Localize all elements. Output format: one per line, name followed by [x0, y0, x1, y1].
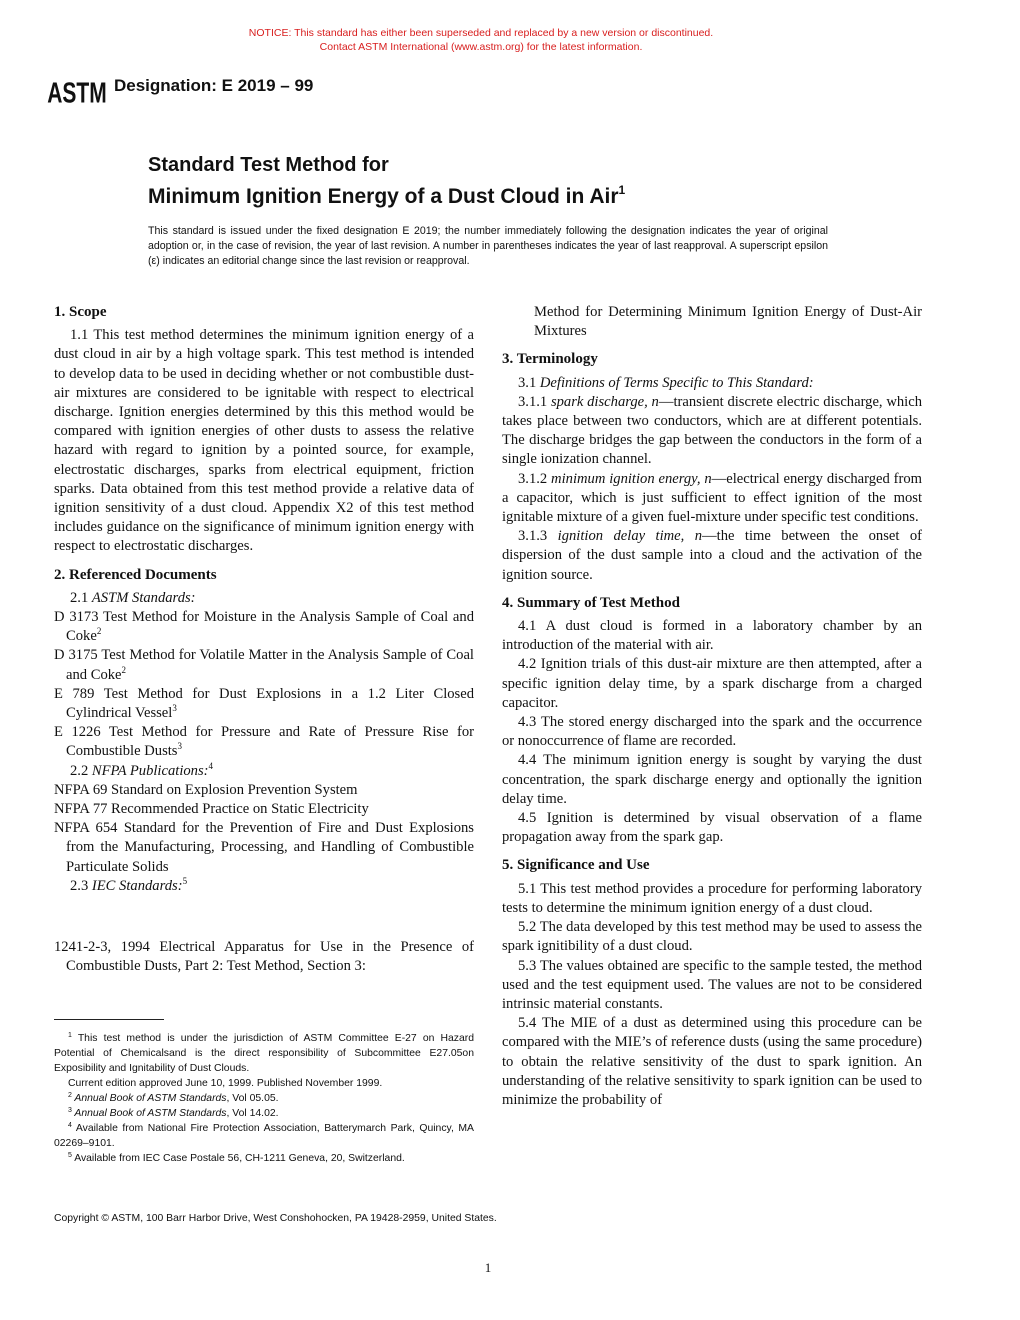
paragraph-4-2: 4.2 Ignition trials of this dust-air mixture are then attempted, after a specific ignition delay time, by a spark discharge from a charged capacitor.	[502, 656, 922, 711]
footnote-divider	[54, 1019, 164, 1020]
book-title: Annual Book of ASTM Standards	[71, 1093, 227, 1104]
paragraph-number: 2.2	[70, 762, 92, 779]
right-column	[502, 303, 922, 1110]
definition-text: —electrical energy discharged from a capacitor, which is just sufficient to effect ignition of the most ignitable mixture of a given fuel-mixture under specific test conditions.	[502, 470, 922, 526]
footnote-mark: 2	[68, 1092, 72, 1099]
footnote-5	[54, 1151, 474, 1166]
footnote-mark: 3	[68, 1107, 72, 1114]
paragraph-number: 3.1.3	[518, 528, 558, 545]
footnote-text: , Vol 05.05.	[226, 1093, 279, 1104]
issue-note: This standard is issued under the fixed designation E 2019; the number immediately following the designation indicates the year of original adoption or, in the case of revision, the year of last revision. A number in parentheses indicates the year of last reapproval. A superscript epsilon (ε) indicates an editorial change since the last revision or reapproval.	[148, 225, 828, 267]
reference-iec-continuation: Method for Determining Minimum Ignition Energy of Dust-Air Mixtures	[534, 304, 922, 340]
astm-logo-text: ASTM	[47, 77, 107, 110]
title-line-1: Standard Test Method for	[148, 154, 389, 176]
reference-d3173	[54, 608, 474, 646]
footnote-mark: 5	[182, 875, 188, 886]
footnote-text: This test method is under the jurisdiction of ASTM Committee E-27 on Hazard Potential of Chemicalsand is the direct responsibility of Subcommittee E27.05on Exposibility and Ignitability of Dust Clouds.	[54, 1033, 474, 1074]
designation: Designation: E 2019 – 99	[114, 76, 314, 95]
paragraph-3-1	[502, 374, 922, 393]
footnote-1	[54, 1031, 474, 1076]
reference-e1226	[54, 723, 474, 761]
defined-term: ignition delay time, n	[557, 528, 703, 545]
paragraph-5-4: 5.4 The MIE of a dust as determined using this procedure can be compared with the MIE’s of reference dusts (using the same procedure) to obtain the relative sensitivity of the dust to spark ignition. An understanding of the relative sensitivity to spark ignition can be used to minimize the probability of	[502, 1015, 922, 1108]
paragraph-4-3: 4.3 The stored energy discharged into the spark and the occurrence or nonoccurrence of flame are recorded.	[502, 714, 922, 750]
book-title: Annual Book of ASTM Standards	[71, 1108, 227, 1119]
footnote-mark: 1	[68, 1032, 72, 1039]
section-heading-terminology: 3. Terminology	[502, 351, 598, 368]
paragraph-2-1	[54, 589, 474, 608]
astm-logo	[47, 70, 107, 116]
paragraph-number: 3.1	[518, 374, 540, 391]
definition-text: —the time between the onset of dispersion of the dust sample into a cloud and the activation of the ignition source.	[502, 528, 923, 583]
title-footnote-mark: 1	[618, 183, 626, 197]
footnotes	[54, 1031, 474, 1166]
paragraph-5-1: 5.1 This test method provides a procedure for performing laboratory tests to determine the minimum ignition energy of a dust cloud.	[502, 880, 922, 916]
notice-line-2: Contact ASTM International (www.astm.org) for the latest information.	[319, 41, 643, 53]
footnote-text: Available from IEC Case Postale 56, CH-1211 Geneva, 20, Switzerland.	[71, 1153, 405, 1164]
paragraph-4-1: 4.1 A dust cloud is formed in a laboratory chamber by an introduction of the material with air.	[502, 618, 922, 654]
section-heading-summary: 4. Summary of Test Method	[502, 594, 680, 611]
paragraph-2-2	[54, 762, 474, 781]
section-heading-referenced-documents: 2. Referenced Documents	[54, 566, 217, 583]
footnote-text: , Vol 14.02.	[226, 1108, 279, 1119]
supersession-notice	[0, 26, 962, 54]
paragraph-4-4: 4.4 The minimum ignition energy is sought by varying the dust concentration, the spark discharge energy and optionally the ignition delay time.	[502, 752, 922, 807]
reference-e789	[54, 685, 474, 723]
footnote-mark: 2	[96, 626, 102, 637]
footnote-mark: 3	[177, 741, 182, 752]
footnote-1-edition: Current edition approved June 10, 1999. Published November 1999.	[68, 1078, 383, 1089]
footnote-mark: 3	[172, 703, 177, 714]
copyright: Copyright © ASTM, 100 Barr Harbor Drive, West Conshohocken, PA 19428-2959, United States.	[54, 1213, 497, 1224]
footnote-mark: 2	[121, 664, 127, 675]
section-heading-scope: 1. Scope	[54, 304, 107, 320]
defined-term: minimum ignition energy, n	[551, 470, 712, 487]
paragraph-3-1-2	[502, 470, 922, 528]
reference-text: E 789 Test Method for Dust Explosions in a 1.2 Liter Closed Cylindrical Vessel	[54, 685, 474, 722]
paragraph-5-2: 5.2 The data developed by this test method may be used to assess the spark ignitibility of a dust cloud.	[502, 919, 922, 955]
reference-iec-start: 1241-2-3, 1994 Electrical Apparatus for Use in the Presence of Combustible Dusts, Part 2: Test Method, Section 3:	[54, 939, 474, 975]
reference-d3175	[54, 646, 474, 684]
paragraph-number: 3.1.1	[518, 393, 551, 410]
document-title	[148, 153, 625, 210]
reference-iec-left-part	[54, 938, 474, 976]
reference-text: E 1226 Test Method for Pressure and Rate of Pressure Rise for Combustible Dusts	[54, 724, 474, 760]
title-line-2	[148, 177, 625, 210]
footnote-3	[54, 1106, 474, 1121]
reference-text: D 3175 Test Method for Volatile Matter in the Analysis Sample of Coal and Coke	[54, 647, 474, 683]
paragraph-2-3	[54, 877, 474, 896]
footnote-mark: 4	[208, 760, 214, 771]
paragraph-number: 3.1.2	[518, 470, 552, 487]
footnote-2	[54, 1091, 474, 1106]
title-line-2-text: Minimum Ignition Energy of a Dust Cloud in Air	[148, 185, 619, 208]
subheading-nfpa-publications: NFPA Publications:	[91, 762, 209, 779]
definition-text: —transient discrete electric discharge, which takes place between two conductors, which are at different potentials. The discharge bridges the gap between the conductors in the form of a single ionization channel.	[502, 393, 923, 468]
footnote-mark: 4	[68, 1122, 72, 1129]
reference-nfpa77: NFPA 77 Recommended Practice on Static Electricity	[54, 801, 369, 818]
paragraph-5-3: 5.3 The values obtained are specific to the sample tested, the method used and the test equipment used. The values are not to be considered intrinsic material constants.	[502, 957, 922, 1012]
notice-line-1: NOTICE: This standard has either been superseded and replaced by a new version or discontinued.	[248, 27, 714, 39]
paragraph-number: 2.1	[70, 589, 92, 606]
subheading-iec-standards: IEC Standards:	[91, 877, 183, 894]
footnote-4	[54, 1121, 474, 1151]
paragraph-1-1: 1.1 This test method determines the minimum ignition energy of a dust cloud in air by a high voltage spark. This test method is intended to develop data to be used in deciding whether or not combustible dust-air mixtures are considered to be ignitable with respect to electrical discharge. Ignition energies determined by this this method would be compared with ignition energies of other dusts to assess the relative hazard with regard to ignition by a pointed source, for example, electrostatic discharges, sparks from electrical equipment, friction sparks. Data obtained from this test method provide a relative data of ignition sensitivity of a dust cloud. Appendix X2 of this test method includes guidance on the significance of minimum ignition energy with respect to electrostatic discharges.	[54, 327, 474, 555]
section-heading-significance: 5. Significance and Use	[502, 857, 650, 874]
subheading-astm-standards: ASTM Standards:	[91, 589, 196, 606]
paragraph-number: 2.3	[70, 877, 92, 894]
paragraph-3-1-3	[502, 527, 922, 585]
defined-term: spark discharge, n	[550, 393, 659, 410]
reference-nfpa654: NFPA 654 Standard for the Prevention of Fire and Dust Explosions from the Manufacturing, Processing, and Handling of Combustible Particulate Solids	[54, 820, 474, 875]
page-number: 1	[484, 1260, 492, 1275]
reference-text: D 3173 Test Method for Moisture in the Analysis Sample of Coal and Coke	[54, 609, 474, 645]
left-column	[54, 303, 474, 896]
reference-nfpa69: NFPA 69 Standard on Explosion Prevention System	[54, 781, 358, 798]
footnote-mark: 5	[68, 1152, 72, 1159]
paragraph-4-5: 4.5 Ignition is determined by visual observation of a flame propagation away from the spark gap.	[502, 810, 922, 846]
paragraph-3-1-1	[502, 393, 922, 470]
subheading-definitions: Definitions of Terms Specific to This Standard:	[539, 374, 814, 391]
footnote-text: Available from National Fire Protection Association, Batterymarch Park, Quincy, MA 02269–9101.	[54, 1123, 474, 1149]
